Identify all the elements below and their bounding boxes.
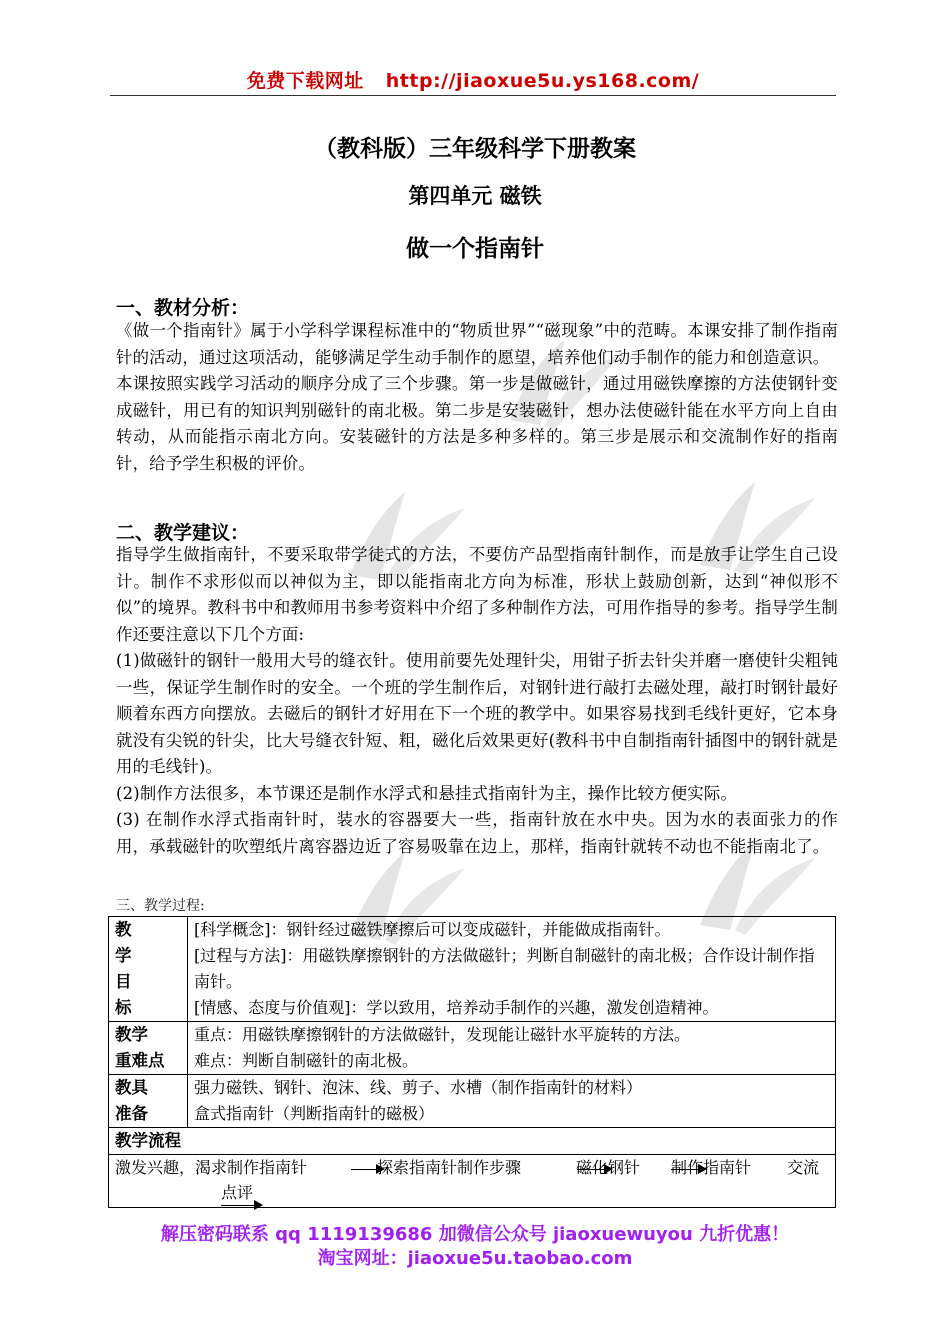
header-url[interactable]: http://jiaoxue5u.ys168.com/ xyxy=(385,70,700,92)
table-row-materials xyxy=(109,1075,836,1128)
goals-label xyxy=(109,917,188,1022)
table-row-flow xyxy=(109,1155,836,1208)
key-point-item: 重点：用磁铁摩擦钢针的方法做磁针，发现能让磁针水平旋转的方法。 xyxy=(194,1025,691,1044)
table-row-goals xyxy=(109,917,836,1022)
goals-label-char: 学 xyxy=(115,946,132,965)
site-header xyxy=(110,66,836,93)
document-title: （教科版）三年级科学下册教案 xyxy=(314,136,636,162)
goals-content xyxy=(188,917,836,1022)
materials-label xyxy=(109,1075,188,1128)
header-divider xyxy=(110,95,836,96)
goal-item: [过程与方法]：用磁铁摩擦钢针的方法做磁针；判断自制磁针的南北极；合作设计制作指南针。 xyxy=(194,946,815,991)
flow-content xyxy=(109,1155,836,1208)
section-heading-process: 三、教学过程: xyxy=(116,898,205,914)
key-point-item: 难点：判断自制磁针的南北极。 xyxy=(194,1051,419,1070)
suggestions-text xyxy=(116,542,838,860)
paragraph: 本课按照实践学习活动的顺序分成了三个步骤。第一步是做磁针，通过用磁铁摩擦的方法使钢针变成磁针，用已有的知识判别磁针的南北极。第二步是安装磁针，想办法使磁针能在水平方向上自由转动，从而能指示南北方向。安装磁针的方法是多种多样的。第三步是展示和交流制作好的指南针，给予学生积极的评价。 xyxy=(116,374,838,473)
footer-shop-link[interactable]: 淘宝网址：jiaoxue5u.taobao.com xyxy=(317,1248,633,1269)
goals-label-char: 教 xyxy=(115,920,132,939)
materials-label-line: 准备 xyxy=(115,1104,148,1123)
flow-step: 制作指南针 xyxy=(671,1158,752,1177)
table-row-key-points xyxy=(109,1022,836,1075)
flow-step: 探索指南针制作步骤 xyxy=(377,1158,522,1177)
lesson-title: 做一个指南针 xyxy=(406,236,544,262)
flow-label: 教学流程 xyxy=(109,1128,836,1155)
key-label-line: 教学 xyxy=(115,1025,148,1044)
section-heading-analysis: 一、教材分析： xyxy=(116,297,250,319)
key-points-label xyxy=(109,1022,188,1075)
table-row-flow-header xyxy=(109,1128,836,1155)
key-points-content xyxy=(188,1022,836,1075)
goal-item: [科学概念]：钢针经过磁铁摩擦后可以变成磁针，并能做成指南针。 xyxy=(194,920,671,939)
goal-item: [情感、态度与价值观]：学以致用，培养动手制作的兴趣，激发创造精神。 xyxy=(194,998,719,1017)
paragraph: 《做一个指南针》属于小学科学课程标准中的“物质世界”“磁现象”中的范畴。本课安排了制作指南针的活动，通过这项活动，能够满足学生动手制作的愿望，培养他们动手制作的能力和创造意识。 xyxy=(116,321,838,367)
goals-label-char: 目 xyxy=(115,972,132,991)
footer-contact: 解压密码联系 qq 1119139686 加微信公众号 jiaoxuewuyou 九折优惠！ xyxy=(160,1224,790,1245)
flow-step: 磁化钢针 xyxy=(576,1158,641,1177)
paragraph: (2)制作方法很多，本节课还是制作水浮式和悬挂式指南针为主，操作比较方便实际。 xyxy=(116,783,738,803)
material-item: 盒式指南针（判断指南针的磁极） xyxy=(194,1104,435,1123)
materials-content xyxy=(188,1075,836,1128)
lesson-plan-table xyxy=(108,916,836,1208)
unit-title: 第四单元 磁铁 xyxy=(408,184,542,208)
section-heading-suggestions: 二、教学建议： xyxy=(116,522,250,544)
header-label: 免费下载网址 xyxy=(246,70,364,92)
materials-label-line: 教具 xyxy=(115,1078,148,1097)
paragraph: 指导学生做指南针，不要采取带学徒式的方法，不要仿产品型指南针制作，而是放手让学生自己设计。制作不求形似而以神似为主，即以能指南北方向为标准，形状上鼓励创新，达到“神似形不似”的境界。教科书中和教师用书参考资料中介绍了多种制作方法，可用作指导的参考。指导学生制作还要注意以下几个方面: xyxy=(116,545,838,644)
goals-label-char: 标 xyxy=(115,998,132,1017)
flow-step: 点评 xyxy=(221,1183,254,1202)
analysis-text xyxy=(116,318,838,477)
key-label-line: 重难点 xyxy=(115,1051,165,1070)
flow-step: 交流 xyxy=(787,1158,820,1177)
arrow-right-icon xyxy=(221,1205,261,1206)
flow-step: 激发兴趣，渴求制作指南针 xyxy=(115,1158,308,1177)
flow-diagram xyxy=(115,1155,829,1207)
material-item: 强力磁铁、钢针、泡沫、线、剪子、水槽（制作指南针的材料） xyxy=(194,1078,643,1097)
paragraph: (1)做磁针的钢针一般用大号的缝衣针。使用前要先处理针尖，用钳子折去针尖并磨一磨使针尖粗钝一些，保证学生制作时的安全。一个班的学生制作后，对钢针进行敲打去磁处理，敲打时钢针最好顺着东西方向摆放。去磁后的钢针才好用在下一个班的教学中。如果容易找到毛线针更好，它本身就没有尖锐的针尖，比大号缝衣针短、粗，磁化后效果更好(教科书中自制指南针插图中的钢针就是用的毛线针)。 xyxy=(116,651,838,776)
paragraph: (3) 在制作水浮式指南针时，装水的容器要大一些，指南针放在水中央。因为水的表面张力的作用，承载磁针的吹塑纸片离容器边近了容易吸靠在边上，那样，指南针就转不动也不能指南北了。 xyxy=(116,810,838,856)
